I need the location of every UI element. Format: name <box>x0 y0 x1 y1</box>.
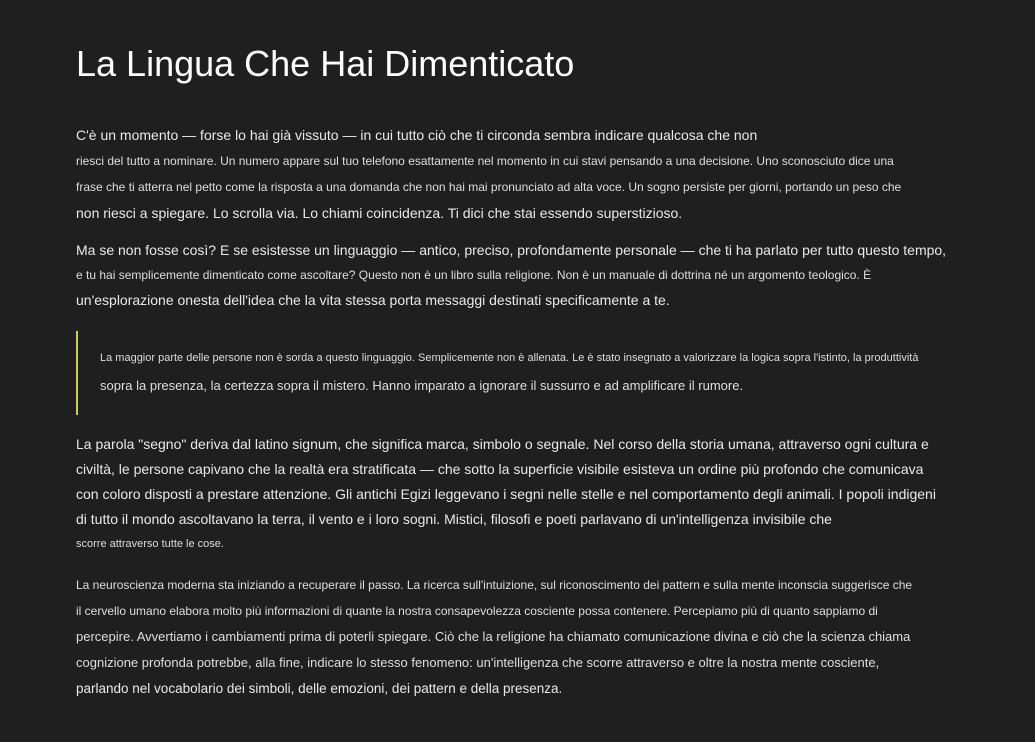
text-line: scorre attraverso tutte le cose. <box>76 538 224 550</box>
blockquote <box>76 331 968 415</box>
text-line: frase che ti atterra nel petto come la risposta a una domanda che non hai mai pronunciato ad alta voce. Un sogno persiste per giorni, portando un peso che <box>76 180 902 194</box>
page-title: La Lingua Che Hai Dimenticato <box>76 43 575 84</box>
text-line: La neuroscienza moderna sta iniziando a recuperare il passo. La ricerca sull'intuizione, sul riconoscimento dei pattern e sulla mente inconscia suggerisce che <box>76 578 913 592</box>
text-line: civiltà, le persone capivano che la realtà era stratificata — che sotto la superficie visibile esisteva un ordine più profondo che comunicava <box>76 461 924 477</box>
text-line: cognizione profonda potrebbe, alla fine, indicare lo stesso fenomeno: un'intelligenza che scorre attraverso e oltre la nostra mente cosciente, <box>76 655 880 670</box>
text-line: con coloro disposti a prestare attenzione. Gli antichi Egizi leggevano i segni nelle stelle e nel comportamento degli animali. I popoli indigeni <box>76 486 936 502</box>
text-line: parlando nel vocabolario dei simboli, delle emozioni, dei pattern e della presenza. <box>76 681 563 696</box>
text-line: di tutto il mondo ascoltavano la terra, il vento e i loro sogni. Mistici, filosofi e poeti parlavano di un'intelligenza invisibile che <box>76 511 832 527</box>
quote-line: sopra la presenza, la certezza sopra il mistero. Hanno imparato a ignorare il sussurro e ad amplificare il rumore. <box>100 378 744 393</box>
text-line: il cervello umano elabora molto più informazioni di quante la nostra consapevolezza cosciente possa contenere. Percepiamo più di quanto sappiamo di <box>76 604 878 618</box>
quote-line: La maggior parte delle persone non è sorda a questo linguaggio. Semplicemente non è allenata. Le è stato insegnato a valorizzare la logica sopra l'istinto, la produttività <box>100 352 919 364</box>
text-line: Ma se non fosse così? E se esistesse un linguaggio — antico, preciso, profondamente personale — che ti ha parlato per tutto questo tempo, <box>76 242 947 258</box>
text-line: e tu hai semplicemente dimenticato come ascoltare? Questo non è un libro sulla religione. Non è un manuale di dottrina né un argomento teologico. È <box>76 268 872 282</box>
paragraph-signum <box>76 432 968 557</box>
text-line: percepire. Avvertiamo i cambiamenti prima di poterli spiegare. Ciò che la religione ha chiamato comunicazione divina e ciò che la scienza chiama <box>76 629 911 644</box>
text-line: non riesci a spiegare. Lo scrolla via. Lo chiami coincidenza. Ti dici che stai essendo superstizioso. <box>76 205 683 221</box>
paragraph-neuroscience <box>76 572 968 702</box>
paragraph-question <box>76 238 968 313</box>
text-line: La parola "segno" deriva dal latino signum, che significa marca, simbolo o segnale. Nel corso della storia umana, attraverso ogni cultura e <box>76 436 929 452</box>
text-line: C'è un momento — forse lo hai già vissuto — in cui tutto ciò che ti circonda sembra indicare qualcosa che non <box>76 127 758 143</box>
paragraph-intro <box>76 122 968 226</box>
text-line: un'esplorazione onesta dell'idea che la vita stessa porta messaggi destinati specificamente a te. <box>76 292 670 308</box>
text-line: riesci del tutto a nominare. Un numero appare sul tuo telefono esattamente nel momento in cui stavi pensando a una decisione. Uno sconosciuto dice una <box>76 154 894 168</box>
